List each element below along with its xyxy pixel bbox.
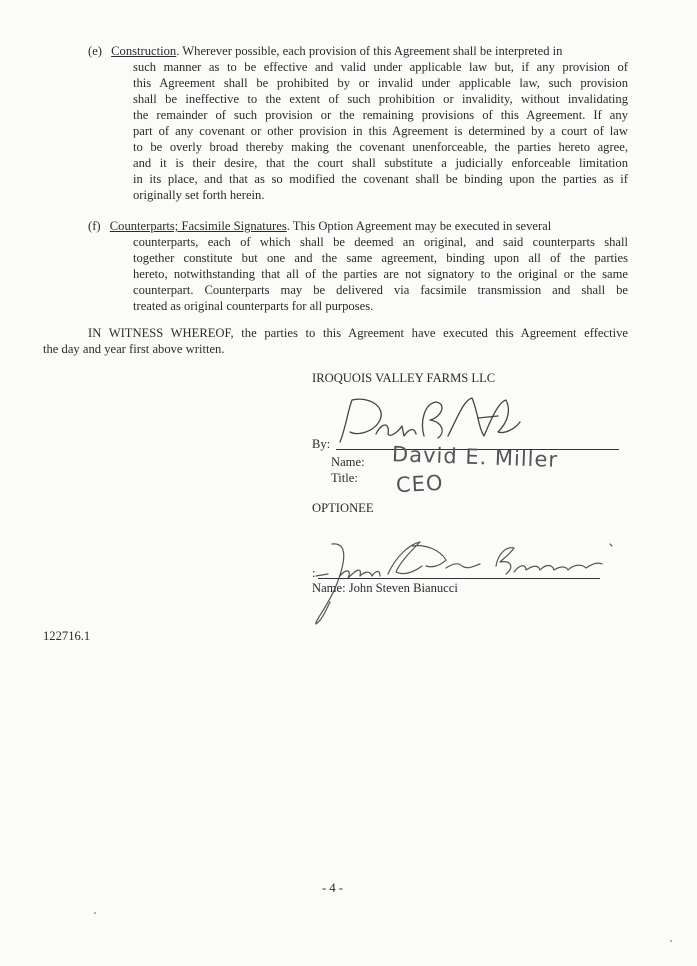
name-label: Name: bbox=[331, 455, 365, 469]
witness-line-2: the day and year first above written. bbox=[43, 342, 225, 356]
optionee-colon: : bbox=[312, 566, 316, 580]
scan-speck bbox=[94, 912, 96, 914]
section-e-line-6: part of any covenant or other provision in this Agreement is determined by a court of law bbox=[133, 124, 628, 138]
title-label: Title: bbox=[331, 471, 358, 485]
section-e-line-8: and it is their desire, that the court shall substitute a judicially enforceable limitation bbox=[133, 156, 628, 170]
section-f-line-3: together constitute but one and the same agreement, binding upon all of the parties bbox=[133, 251, 628, 265]
company-name: IROQUOIS VALLEY FARMS LLC bbox=[312, 371, 496, 385]
optionee-signature-line bbox=[318, 578, 600, 579]
section-f-heading: Counterparts; Facsimile Signatures bbox=[109, 219, 287, 233]
section-f-line-6: treated as original counterparts for all purposes. bbox=[133, 299, 374, 313]
optionee-label: OPTIONEE bbox=[312, 501, 374, 515]
section-e-line-2: such manner as to be effective and valid under applicable law but, if any provision of bbox=[133, 60, 628, 74]
witness-line-1: IN WITNESS WHEREOF, the parties to this Agreement have executed this Agreement effective bbox=[88, 326, 628, 340]
section-e-line-7: to be overly broad thereby making the covenant unenforceable, the parties hereto agree, bbox=[133, 140, 628, 154]
section-e-heading: Construction bbox=[111, 44, 177, 58]
section-e-line-1: . Wherever possible, each provision of this Agreement shall be interpreted in bbox=[176, 44, 563, 58]
section-f-line-4: hereto, notwithstanding that all of the parties are not signatory to the original or the same bbox=[133, 267, 628, 281]
section-f-line-5: counterpart. Counterparts may be delivered via facsimile transmission and shall be bbox=[133, 283, 628, 297]
document-id: 122716.1 bbox=[43, 629, 91, 643]
scan-speck bbox=[670, 940, 672, 942]
section-f-line-1: . This Option Agreement may be executed in several bbox=[286, 219, 552, 233]
section-e-first-line bbox=[88, 43, 562, 59]
section-e-line-4: shall be ineffective to the extent of such prohibition or invalidity, without invalidating bbox=[133, 92, 628, 106]
handwritten-title: CEO bbox=[395, 470, 445, 498]
section-f-first-line bbox=[88, 218, 551, 234]
section-e-line-9: in its place, and that as so modified the covenant shall be binding upon the parties as if bbox=[133, 172, 628, 186]
section-f-line-2: counterparts, each of which shall be deemed an original, and said counterparts shall bbox=[133, 235, 628, 249]
handwritten-name: David E. Miller bbox=[391, 442, 559, 472]
section-e-line-3: this Agreement shall be prohibited by or invalid under applicable law, such provision bbox=[133, 76, 628, 90]
optionee-name: Name: John Steven Bianucci bbox=[312, 581, 458, 595]
section-f-marker: (f) bbox=[88, 219, 101, 233]
page-number: - 4 - bbox=[322, 881, 343, 895]
section-e-line-5: the remainder of such provision or the remaining provisions of this Agreement. If any bbox=[133, 108, 628, 122]
by-label: By: bbox=[312, 437, 331, 451]
section-e-line-10: originally set forth herein. bbox=[133, 188, 265, 202]
section-e-marker: (e) bbox=[88, 44, 102, 58]
